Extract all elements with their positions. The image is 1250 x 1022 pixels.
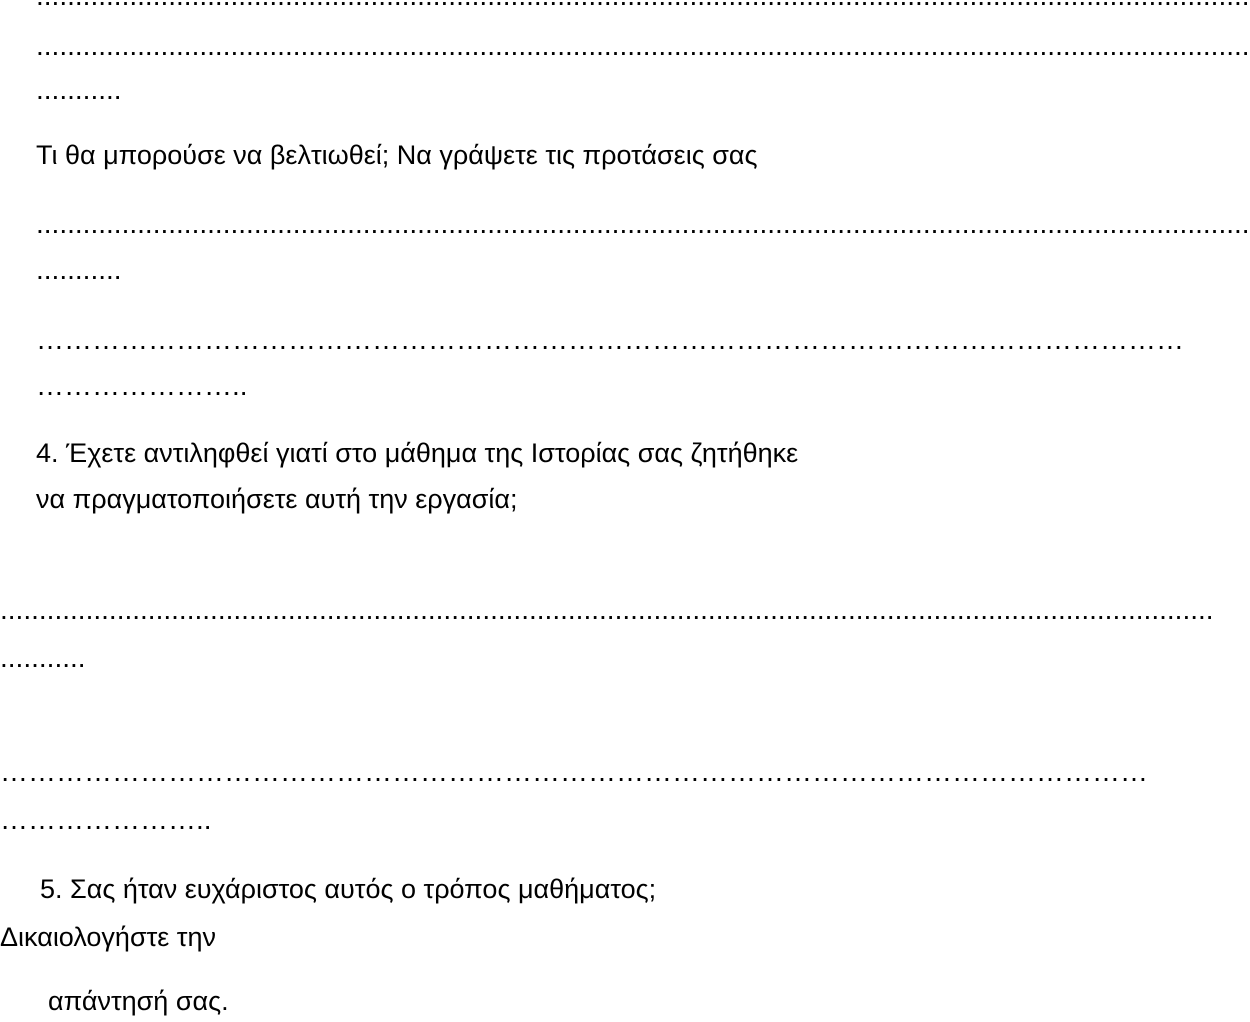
question-5-line-2: Δικαιολογήστε την [0,922,216,952]
prompt-improve: Τι θα μπορούσε να βελτιωθεί; Να γράψετε τις προτάσεις σας [36,140,758,170]
question-5-line-1: 5. Σας ήταν ευχάριστος αυτός ο τρόπος μαθήματος; [40,874,657,904]
answer-line: ............................................................................................................................................................ [36,208,1250,239]
answer-line: ………………….. [0,804,212,835]
answer-line: …………………………………………………………………………………………………………… [36,324,1184,355]
answer-line [36,0,960,10]
answer-line: ............................................................................................................................................................ [36,30,1250,61]
answer-line: ........... [36,74,122,105]
answer-line: …………………………………………………………………………………………………………… [0,756,1148,787]
answer-line: ........... [0,642,86,673]
answer-line: ............................................................................................................................................................ [0,594,1214,625]
answer-line: ………………….. [36,370,248,401]
question-5-line-3: απάντησή σας. [48,986,229,1016]
answer-line: ........... [36,254,122,285]
question-4-line-2: να πραγματοποιήσετε αυτή την εργασία; [36,484,518,514]
question-4-line-1: 4. Έχετε αντιληφθεί γιατί στο μάθημα της Ιστορίας σας ζητήθηκε [36,438,799,468]
